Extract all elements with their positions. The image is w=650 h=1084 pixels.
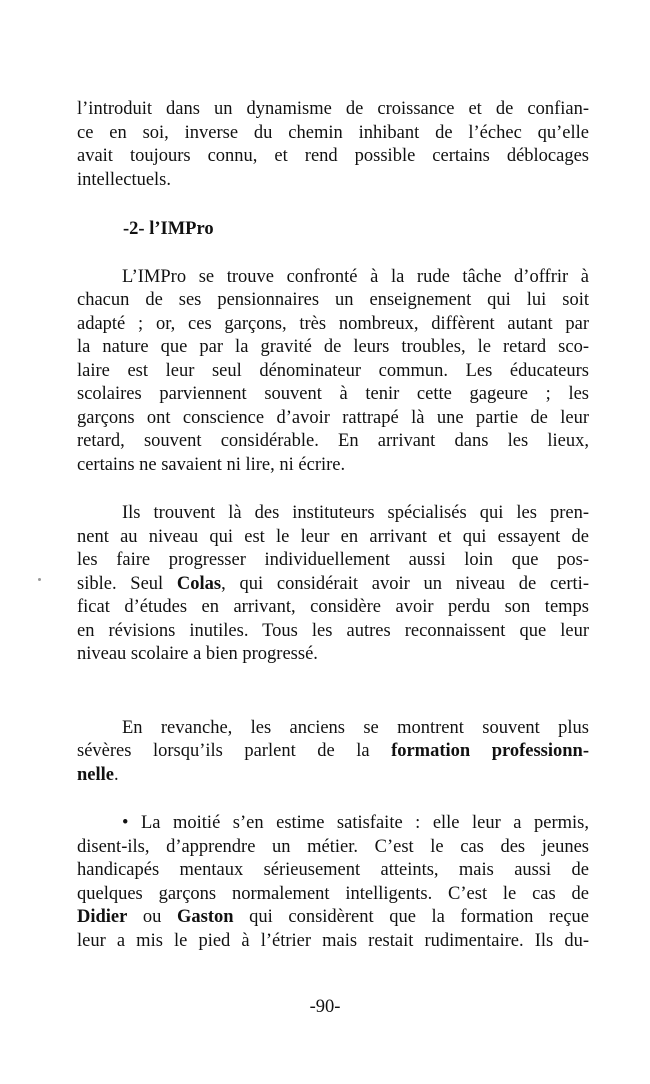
- text-run: sévères lorsqu’ils parlent de la: [77, 741, 392, 761]
- page-body: [77, 98, 589, 953]
- text-line: chacun de ses pensionnaires un enseignement qui lui soit: [77, 290, 589, 310]
- text-line: L’IMPro se trouve confronté à la rude tâche d’offrir à: [122, 266, 589, 287]
- text-run: sible. Seul: [77, 573, 177, 594]
- paragraph-bullet: [77, 812, 589, 953]
- text-line: nent au niveau qui est le leur en arrivant et qui essayent de: [77, 526, 589, 547]
- text-line: intellectuels.: [77, 169, 172, 190]
- text-line: certains ne savaient ni lire, ni écrire.: [77, 454, 346, 475]
- person-name-colas: Colas: [176, 573, 222, 594]
- text-line: l’introduit dans un dynamisme de croissance et de confian-: [77, 99, 589, 119]
- text-line: garçons ont conscience d’avoir rattrapé là une partie de leur: [77, 407, 589, 428]
- text-line: quelques garçons normalement intelligents. C’est le cas de: [77, 883, 589, 904]
- text-line: adapté ; or, ces garçons, très nombreux, diffèrent autant par: [77, 313, 589, 334]
- bold-term: nelle: [77, 764, 114, 785]
- text-line: ce en soi, inverse du chemin inhibant de l’échec qu’elle: [77, 122, 589, 143]
- text-line: la nature que par la gravité de leurs troubles, le retard sco-: [77, 337, 589, 357]
- paragraph-continuation: [77, 98, 589, 192]
- paragraph-instituteurs: [77, 502, 589, 667]
- text-line: [77, 764, 589, 788]
- paragraph-formation: [77, 717, 589, 788]
- text-line: leur a mis le pied à l’étrier mais restait rudimentaire. Ils du-: [77, 930, 589, 951]
- text-run: , qui considérait avoir un niveau de certi-: [221, 573, 589, 594]
- text-line: laire est leur seul dénominateur commun. Les éducateurs: [77, 360, 589, 381]
- text-line: En revanche, les anciens se montrent souvent plus: [122, 717, 589, 738]
- text-line: avait toujours connu, et rend possible certains déblocages: [77, 146, 589, 166]
- text-line: disent-ils, d’apprendre un métier. C’est le cas des jeunes: [77, 836, 589, 857]
- bold-term: formation professionn-: [391, 741, 590, 761]
- text-line: • La moitié s’en estime satisfaite : elle leur a permis,: [122, 813, 589, 833]
- text-line: Ils trouvent là des instituteurs spécialisés qui les pren-: [122, 503, 589, 523]
- text-line: retard, souvent considérable. En arrivant dans les lieux,: [77, 431, 589, 451]
- person-name-gaston: Gaston: [177, 907, 234, 927]
- text-line: [77, 573, 589, 597]
- text-line: les faire progresser individuellement aussi loin que pos-: [77, 550, 589, 570]
- text-run: qui considèrent que la formation reçue: [233, 907, 589, 927]
- text-run: .: [114, 764, 119, 785]
- text-line: handicapés mentaux sérieusement atteints, mais aussi de: [77, 860, 589, 880]
- paragraph-impro: [77, 266, 589, 478]
- text-run: ou: [127, 907, 178, 927]
- text-line: en révisions inutiles. Tous les autres reconnaissent que leur: [77, 620, 589, 641]
- text-line: [77, 906, 589, 930]
- margin-dot: [38, 578, 41, 581]
- text-line: niveau scolaire a bien progressé.: [77, 644, 318, 664]
- page-number: -90-: [309, 997, 341, 1017]
- text-line: scolaires parviennent souvent à tenir cette gageure ; les: [77, 384, 589, 404]
- section-heading: -2- l’IMPro: [123, 219, 214, 239]
- text-line: [77, 740, 589, 764]
- person-name-didier: Didier: [77, 907, 128, 927]
- text-line: ficat d’études en arrivant, considère avoir perdu son temps: [77, 597, 589, 617]
